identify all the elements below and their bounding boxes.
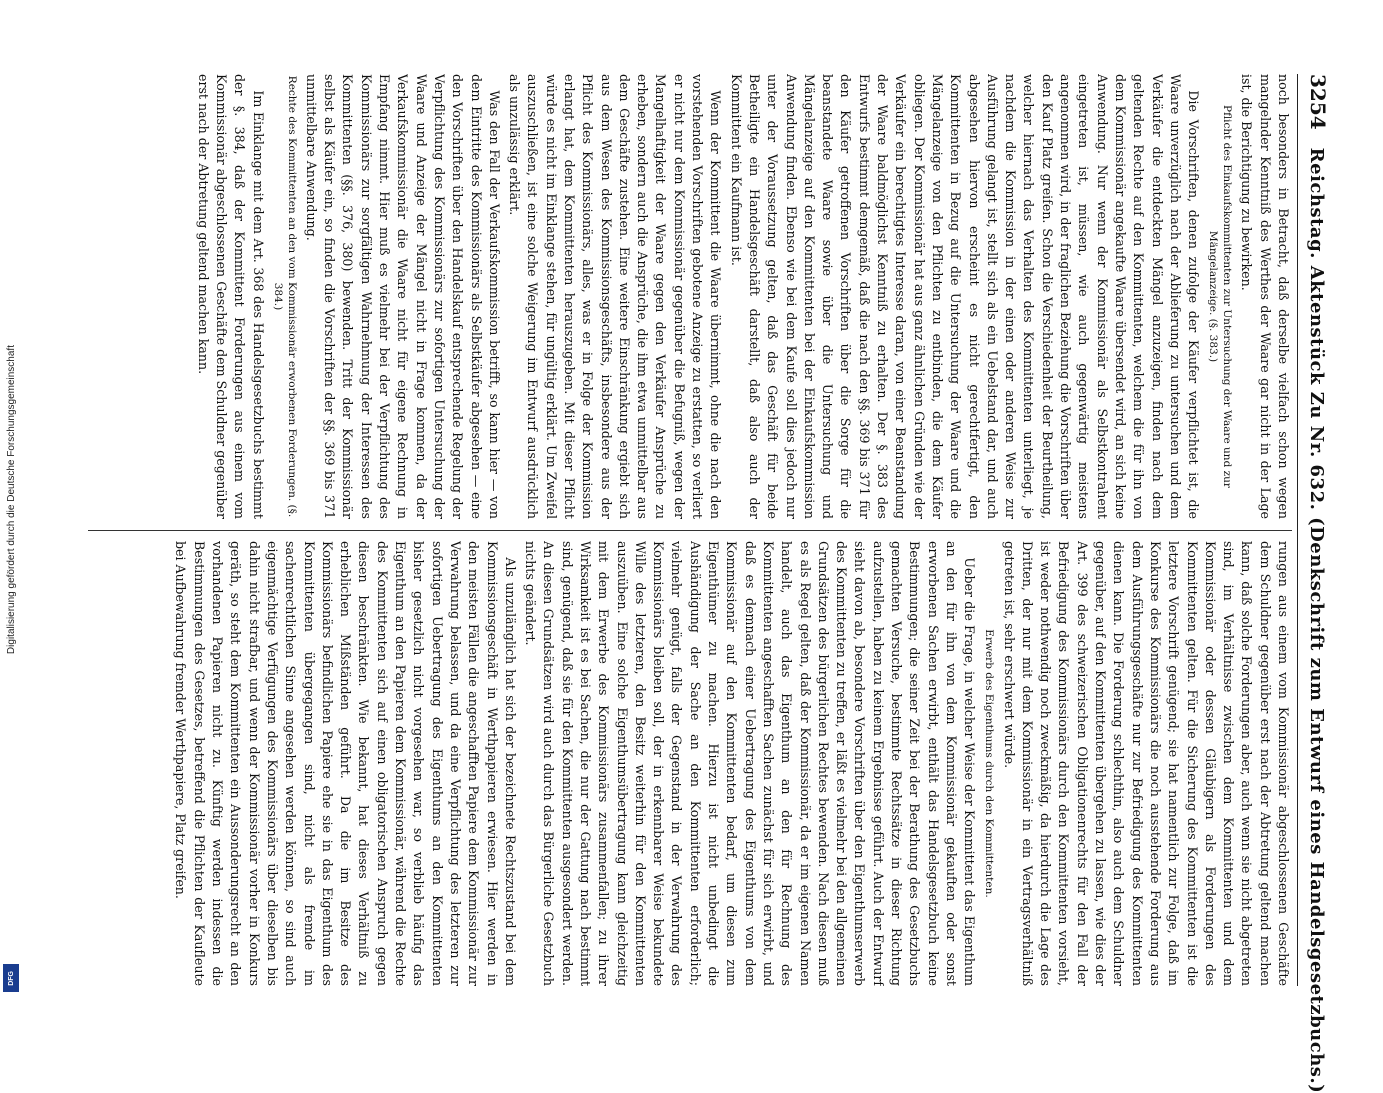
paragraph: Die Vorschriften, denen zufolge der Käufer verpflichtet ist, die Waare unverzüglich nach der Ablieferung zu untersuchen und dem Verkäufer die entdeckten Mängel anzuzeigen, finden nach dem geltenden Rechte auf den Kommittenten, welchem die für ihn von dem Kommissionär angekaufte Waare übersendet wird, an sich keine Anwendung. Nur wenn der Kommissionär als Selbstkontrahent eingetreten ist, müssen, wie auch gegenwärtig meistens angenommen wird, in der fraglichen Beziehung die Vorschriften über den Kauf Platz greifen. Schon die Verschiedenheit der Beurtheilung, welcher hiernach das Verhalten des Kommittenten unterliegt, je nachdem die Kommission in der einen oder anderen Weise zur Ausführung gelangt ist, stellt sich als ein Uebelstand dar, und auch abgesehen hiervon erscheint es nicht gerechtfertigt, den Kommittenten in Bezug auf die Untersuchung der Waare und die Mängelanzeige von den Pflichten zu entbinden, die dem Käufer obliegen. Der Kommissionär hat aus ganz ähnlichen Gründen wie der Verkäufer ein berechtigtes Interesse daran, von einer Beanstandung der Waare baldmöglichst Kenntniß zu erhalten. Der §. 383 des Entwurfs bestimmt demgemäß, daß die nach den §§. 369 bis 371 für den Käufer getroffenen Vorschriften über die Sorge für die beanstandete Waare sowie über die Untersuchung und Mängelanzeige auf den Kommittenten bei der Einkaufskommission Anwendung finden. Ebenso wie bei dem Kaufe soll dies jedoch nur unter der Voraussetzung gelten, daß das Geschäft für beide Betheiligte ein Handelsgeschäft darstellt, daß also auch der Kommittent ein Kaufmann ist. bbox=[728, 74, 1202, 519]
section-subheading: Rechte des Kommittenten an den vom Kommissionär erworbenen Forderungen. (§. 384.) bbox=[271, 75, 298, 518]
paragraph: noch besonders in Betracht, daß derselbe vielfach schon wegen mangelnder Kenntniß des Werthes der Waare gar nicht in der Lage ist, die Berichtigung zu bewirken. bbox=[1239, 74, 1291, 519]
right-column bbox=[88, 541, 1292, 986]
paragraph: rungen aus einem vom Kommissionär abgeschlossenen Geschäfte dem Schuldner gegenüber erst nach der Abtretung geltend machen kann, daß solche Forderungen aber, auch wenn sie nicht abgetreten sind, im Verhältnisse zwischen dem Kommittenten und dem Kommissionär oder dessen Gläubigern als Forderungen des Kommittenten gelten. Für die Sicherung des Kommittenten ist die letztere Vorschrift genügend; sie hat namentlich zur Folge, daß im Konkurse des Kommissionärs die noch ausstehende Forderung aus dem Ausführungsgeschäfte nur zur Befriedigung des Kommittenten dienen kann. Die Forderung schlechthin, also auch dem Schuldner gegenüber, auf den Kommittenten übergehen zu lassen, wie dies der Art. 399 des schweizerischen Obligationenrechts für den Fall der Befriedigung des Kommissionärs durch den Kommittenten vorsieht, ist weder nothwendig noch zweckmäßig, da hierdurch die Lage des Dritten, der nur mit dem Kommissionär in ein Vertragsverhältniß getreten ist, sehr erschwert würde. bbox=[1001, 541, 1291, 986]
page-number: 3254 bbox=[1306, 74, 1330, 130]
dfg-logo bbox=[3, 964, 19, 992]
paragraph: Ueber die Frage, in welcher Weise der Kommittent das Eigenthum an den für ihn von dem Kommissionär gekauften oder sonst erworbenen Sachen erwirbt, enthält das Handelsgesetzbuch keine Bestimmungen; die seiner Zeit bei der Berathung des Gesetzbuchs gemachten Versuche, bestimmte Rechtssätze in dieser Richtung aufzustellen, haben zu keinem Ergebnisse geführt. Auch der Entwurf sieht davon ab, besondere Vorschriften über den Eigenthumserwerb des Kommittenten zu treffen, er läßt es vielmehr bei den allgemeinen Grundsätzen des bürgerlichen Rechtes bewenden. Nach diesen muß es als Regel gelten, daß der Kommissionär, da er im eigenen Namen handelt, auch das Eigenthum an den für Rechnung des Kommittenten angeschafften Sachen zunächst für sich erwirbt, und daß es demnach einer Uebertragung des Eigenthums von dem Kommissionär auf den Kommittenten bedarf, um diesen zum Eigenthümer zu machen. Hierzu ist nicht unbedingt die Aushändigung der Sache an den Kommittenten erforderlich; vielmehr genügt, falls der Gegenstand in der Verwahrung des Kommissionärs bleiben soll, der in erkennbarer Weise bekundete Wille des letzteren, den Besitz weiterhin für den Kommittenten auszuüben. Eine solche Eigenthumsübertragung kann gleichzeitig mit dem Erwerbe des Kommissionärs zusammenfallen; zu ihrer Wirksamkeit ist es bei Sachen, die nur der Gattung nach bestimmt sind, genügend, daß sie für den Kommittenten ausgesondert werden. An diesen Grundsätzen wird auch durch das Bürgerliche Gesetzbuch nichts geändert. bbox=[523, 541, 978, 986]
running-title: Reichstag. Aktenstück Zu Nr. 632. (Denkschrift zum Entwurf eines Handelsgesetzbuchs.) bbox=[1306, 147, 1327, 1093]
paragraph: Als unzulänglich hat sich der bezeichnete Rechtszustand bei dem Kommissionsgeschäft in Werthpapieren erwiesen. Hier werden in den meisten Fällen die angeschafften Papiere dem Kommissionär zur Verwahrung belassen, und da eine Verpflichtung des letzteren zur sofortigen Uebertragung des Eigenthums an den Kommittenten bisher gesetzlich nicht vorgesehen war, so verblieb häufig das Eigenthum an den Papieren dem Kommissionär, während die Rechte des Kommittenten sich auf einen obligatorischen Anspruch gegen diesen beschränkten. Wie bekannt, hat dieses Verhältniß zu erheblichen Mißständen geführt. Da die im Besitze des Kommissionärs befindlichen Papiere ehe sie in das Eigenthum des Kommittenten übergegangen sind, nicht als fremde im sachenrechtlichen Sinne angesehen werden können, so sind auch eigenmächtige Verfügungen des Kommissionärs über dieselben bis dahin nicht strafbar, und wenn der Kommissionär vorher in Konkurs geräth, so steht dem Kommittenten ein Aussonderungsrecht an den vorhandenen Papieren nicht zu. Künftig werden indessen die Bestimmungen des Gesetzes, betreffend die Pflichten der Kaufleute bei Aufbewahrung fremder Werthpapiere, Platz greifen. bbox=[173, 541, 518, 986]
page-header bbox=[1297, 74, 1330, 1093]
dfg-logo-text: DFG bbox=[7, 970, 15, 986]
paragraph: Wenn der Kommittent die Waare übernimmt, ohne die nach den vorstehenden Vorschriften gebotene Anzeige zu erstatten, so verliert er nicht nur dem Kommissionär gegenüber die Befugniß, wegen der Mangelhaftigkeit der Waare gegen den Verkäufer Ansprüche zu erheben, sondern auch die Ansprüche, die ihm etwa unmittelbar aus dem Geschäfte zustehen. Eine weitere Einschränkung ergiebt sich aus dem Wesen des Kommissionsgeschäfts, insbesondere aus der Pflicht des Kommissionärs, alles, was er in Folge der Kommission erlangt hat, dem Kommittenten herauszugeben. Mit dieser Pflicht würde es nicht im Einklange stehen, für ungültig erklärt. Um Zweifel auszuschließen, ist eine solche Weigerung im Entwurf ausdrücklich als unzulässig erklärt. bbox=[507, 74, 724, 519]
paragraph: Was den Fall der Verkaufskommission betrifft, so kann hier — von dem Eintritte des Kommissionärs als Selbstkäufer abgesehen — eine den Vorschriften über den Handelskauf entsprechende Regelung der Verpflichtung des Kommissionärs zur sofortigen Untersuchung der Waare und Anzeige der Mängel nicht in Frage kommen, da der Verkaufskommissionär die Waare nicht für eigene Rechnung in Empfang nimmt. Hier muß es vielmehr bei der Verpflichtung des Kommissionärs zur sorgfältigen Wahrnehmung der Interessen des Kommittenten (§§. 376, 380) bewenden. Tritt der Kommissionär selbst als Käufer ein, so finden die Vorschriften der §§. 369 bis 371 unmittelbare Anwendung. bbox=[303, 74, 502, 519]
section-subheading: Pflicht des Einkaufskommittenten zur Untersuchung der Waare und zur Mängelanzeige. (§. 383.) bbox=[1207, 105, 1234, 488]
section-subheading: Erwerb des Eigenthums durch den Kommittenten. bbox=[983, 629, 996, 898]
paragraph: Im Einklange mit dem Art. 368 des Handelsgesetzbuchs bestimmt der §. 384, daß der Kommittent Forderungen aus einem vom Kommissionär abgeschlossenen Geschäfte dem Schuldner gegenüber erst nach der Abtretung geltend machen kann. bbox=[195, 74, 266, 519]
digitization-credit-text: Digitalisierung gefördert durch die Deutsche Forschungsgemeinschaft bbox=[5, 345, 17, 655]
document-page-area bbox=[80, 66, 1338, 1093]
digitization-credit bbox=[4, 20, 18, 980]
left-column bbox=[88, 74, 1292, 519]
document-page bbox=[80, 66, 1338, 1093]
text-columns bbox=[88, 74, 1292, 986]
